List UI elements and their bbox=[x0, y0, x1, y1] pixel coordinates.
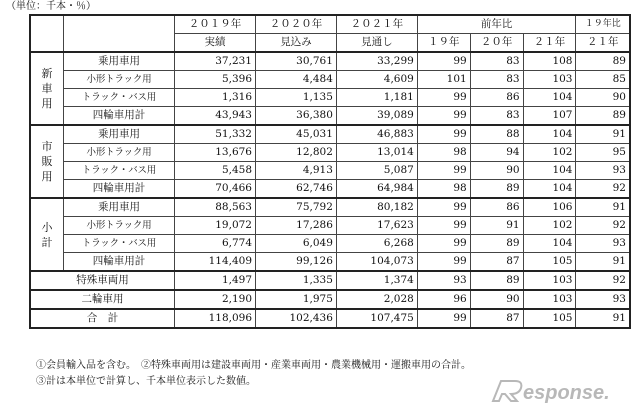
pct-vs19-21: 91 bbox=[576, 253, 630, 272]
pct-20: 87 bbox=[470, 253, 523, 272]
pct-20: 90 bbox=[470, 290, 523, 309]
pct-vs19-21: 93 bbox=[576, 162, 630, 180]
value-2019: 43,943 bbox=[175, 107, 256, 126]
table-row bbox=[30, 52, 630, 71]
pct-19: 99 bbox=[417, 162, 470, 180]
pct-20: 89 bbox=[470, 180, 523, 199]
pct-21: 104 bbox=[523, 180, 576, 199]
pct-vs19-21: 92 bbox=[576, 217, 630, 235]
pct-21: 104 bbox=[523, 235, 576, 253]
row-label: 特殊車両用 bbox=[30, 271, 175, 290]
pct-vs19-21: 89 bbox=[576, 107, 630, 126]
pct-20: 83 bbox=[470, 71, 523, 89]
value-2020: 62,746 bbox=[256, 180, 337, 199]
pct-vs19-21: 92 bbox=[576, 271, 630, 290]
value-2021: 107,475 bbox=[336, 309, 417, 328]
value-2021: 64,984 bbox=[336, 180, 417, 199]
pct-19: 99 bbox=[417, 309, 470, 328]
pct-vs19-21: 93 bbox=[576, 235, 630, 253]
pct-21: 104 bbox=[523, 125, 576, 144]
value-2019: 2,190 bbox=[175, 290, 256, 309]
pct-20: 89 bbox=[470, 235, 523, 253]
value-2021: 13,014 bbox=[336, 144, 417, 162]
value-2020: 4,913 bbox=[256, 162, 337, 180]
table-row bbox=[30, 271, 630, 290]
row-label: 乗用車用 bbox=[63, 52, 174, 71]
header-pct-21: ２１年 bbox=[523, 34, 576, 53]
group-label-char: 車 bbox=[41, 82, 53, 95]
group-label-0 bbox=[30, 52, 63, 125]
group-label-2 bbox=[30, 198, 63, 271]
table-row bbox=[30, 235, 630, 253]
value-2020: 36,380 bbox=[256, 107, 337, 126]
group-label-char: 市 bbox=[41, 140, 53, 153]
table-row bbox=[30, 253, 630, 272]
pct-21: 106 bbox=[523, 198, 576, 217]
pct-21: 105 bbox=[523, 309, 576, 328]
pct-21: 103 bbox=[523, 71, 576, 89]
pct-21: 105 bbox=[523, 253, 576, 272]
pct-19: 99 bbox=[417, 217, 470, 235]
value-2021: 6,268 bbox=[336, 235, 417, 253]
row-label: トラック・バス用 bbox=[63, 235, 174, 253]
pct-vs19-21: 92 bbox=[576, 180, 630, 199]
header-2019: ２０１９年 bbox=[175, 15, 256, 34]
row-label: 小形トラック用 bbox=[63, 71, 174, 89]
pct-19: 99 bbox=[417, 89, 470, 107]
pct-19: 101 bbox=[417, 71, 470, 89]
header-pct-20: ２０年 bbox=[470, 34, 523, 53]
footnote-1: ①会員輸入品を含む。 ②特殊車両用は建設車両用・産業車両用・農業機械用・運搬車用の合計。 bbox=[36, 360, 471, 371]
pct-19: 98 bbox=[417, 180, 470, 199]
value-2019: 114,409 bbox=[175, 253, 256, 272]
value-2019: 51,332 bbox=[175, 125, 256, 144]
pct-21: 104 bbox=[523, 162, 576, 180]
pct-vs19-21: 95 bbox=[576, 144, 630, 162]
pct-20: 87 bbox=[470, 309, 523, 328]
row-label: 四輪車用計 bbox=[63, 253, 174, 272]
pct-vs19-21: 91 bbox=[576, 198, 630, 217]
row-label: 二輪車用 bbox=[30, 290, 175, 309]
row-label: 四輪車用計 bbox=[63, 107, 174, 126]
value-2019: 1,316 bbox=[175, 89, 256, 107]
row-label: トラック・バス用 bbox=[63, 89, 174, 107]
pct-19: 93 bbox=[417, 271, 470, 290]
value-2020: 1,335 bbox=[256, 271, 337, 290]
value-2021: 2,028 bbox=[336, 290, 417, 309]
value-2021: 4,609 bbox=[336, 71, 417, 89]
pct-21: 102 bbox=[523, 144, 576, 162]
header-actual: 実績 bbox=[175, 34, 256, 53]
pct-20: 83 bbox=[470, 52, 523, 71]
pct-21: 103 bbox=[523, 271, 576, 290]
table-row bbox=[30, 180, 630, 199]
header-pct-19: １９年 bbox=[417, 34, 470, 53]
header-corner bbox=[30, 15, 63, 52]
value-2020: 99,126 bbox=[256, 253, 337, 272]
unit-label: （単位：千本・％） bbox=[6, 1, 96, 12]
pct-19: 98 bbox=[417, 144, 470, 162]
group-label-char: 販 bbox=[41, 155, 53, 168]
row-label: 乗用車用 bbox=[63, 198, 174, 217]
value-2020: 12,802 bbox=[256, 144, 337, 162]
pct-21: 103 bbox=[523, 290, 576, 309]
tire-demand-table bbox=[29, 14, 631, 329]
value-2019: 88,563 bbox=[175, 198, 256, 217]
value-2019: 37,231 bbox=[175, 52, 256, 71]
table-row bbox=[30, 71, 630, 89]
pct-19: 99 bbox=[417, 253, 470, 272]
response-logo-text: esponse. bbox=[523, 382, 610, 404]
pct-19: 99 bbox=[417, 235, 470, 253]
header-category bbox=[63, 15, 174, 52]
pct-19: 99 bbox=[417, 107, 470, 126]
value-2020: 6,049 bbox=[256, 235, 337, 253]
table-row bbox=[30, 290, 630, 309]
value-2019: 70,466 bbox=[175, 180, 256, 199]
pct-21: 104 bbox=[523, 89, 576, 107]
row-label: トラック・バス用 bbox=[63, 162, 174, 180]
value-2019: 19,072 bbox=[175, 217, 256, 235]
header-vs19: １９年比 bbox=[576, 15, 630, 34]
value-2019: 5,396 bbox=[175, 71, 256, 89]
value-2020: 17,286 bbox=[256, 217, 337, 235]
table-row bbox=[30, 162, 630, 180]
value-2021: 46,883 bbox=[336, 125, 417, 144]
header-2021: ２０２１年 bbox=[336, 15, 417, 34]
pct-19: 99 bbox=[417, 125, 470, 144]
value-2019: 118,096 bbox=[175, 309, 256, 328]
header-outlook: 見通し bbox=[336, 34, 417, 53]
pct-19: 99 bbox=[417, 198, 470, 217]
response-logo bbox=[487, 375, 637, 405]
value-2021: 1,181 bbox=[336, 89, 417, 107]
total-row bbox=[30, 309, 630, 328]
value-2021: 104,073 bbox=[336, 253, 417, 272]
value-2021: 80,182 bbox=[336, 198, 417, 217]
header-row-1 bbox=[30, 15, 630, 34]
value-2021: 1,374 bbox=[336, 271, 417, 290]
header-pct-vs19-21: ２１年 bbox=[576, 34, 630, 53]
table-row bbox=[30, 144, 630, 162]
value-2021: 39,089 bbox=[336, 107, 417, 126]
pct-20: 91 bbox=[470, 217, 523, 235]
group-label-char: 用 bbox=[41, 97, 53, 110]
table-row bbox=[30, 217, 630, 235]
table-body bbox=[30, 52, 630, 328]
value-2019: 13,676 bbox=[175, 144, 256, 162]
value-2019: 5,458 bbox=[175, 162, 256, 180]
table-row bbox=[30, 125, 630, 144]
pct-19: 99 bbox=[417, 52, 470, 71]
pct-20: 83 bbox=[470, 107, 523, 126]
pct-20: 89 bbox=[470, 271, 523, 290]
value-2021: 5,087 bbox=[336, 162, 417, 180]
group-label-char: 用 bbox=[41, 170, 53, 183]
pct-vs19-21: 90 bbox=[576, 89, 630, 107]
pct-vs19-21: 85 bbox=[576, 71, 630, 89]
pct-20: 94 bbox=[470, 144, 523, 162]
header-yoy: 前年比 bbox=[417, 15, 576, 34]
row-label: 小形トラック用 bbox=[63, 217, 174, 235]
row-label: 乗用車用 bbox=[63, 125, 174, 144]
footnote-2: ③計は本単位で計算し、千本単位表示した数値。 bbox=[36, 376, 256, 387]
value-2019: 6,774 bbox=[175, 235, 256, 253]
pct-21: 107 bbox=[523, 107, 576, 126]
value-2020: 30,761 bbox=[256, 52, 337, 71]
value-2019: 1,497 bbox=[175, 271, 256, 290]
table-row bbox=[30, 198, 630, 217]
group-label-1 bbox=[30, 125, 63, 198]
group-label-char: 小 bbox=[41, 220, 53, 234]
pct-20: 86 bbox=[470, 89, 523, 107]
value-2020: 1,135 bbox=[256, 89, 337, 107]
pct-19: 96 bbox=[417, 290, 470, 309]
table-row bbox=[30, 107, 630, 126]
pct-20: 86 bbox=[470, 198, 523, 217]
pct-21: 108 bbox=[523, 52, 576, 71]
pct-vs19-21: 89 bbox=[576, 52, 630, 71]
response-logo-r-mark bbox=[493, 381, 521, 401]
pct-20: 88 bbox=[470, 125, 523, 144]
table-row bbox=[30, 89, 630, 107]
value-2021: 33,299 bbox=[336, 52, 417, 71]
value-2020: 4,484 bbox=[256, 71, 337, 89]
header-2020: ２０２０年 bbox=[256, 15, 337, 34]
header-estimate: 見込み bbox=[256, 34, 337, 53]
pct-vs19-21: 93 bbox=[576, 290, 630, 309]
pct-vs19-21: 91 bbox=[576, 125, 630, 144]
pct-20: 90 bbox=[470, 162, 523, 180]
value-2020: 102,436 bbox=[256, 309, 337, 328]
value-2020: 45,031 bbox=[256, 125, 337, 144]
footnotes bbox=[36, 358, 471, 390]
pct-vs19-21: 91 bbox=[576, 309, 630, 328]
group-label-char: 新 bbox=[41, 67, 53, 80]
value-2020: 75,792 bbox=[256, 198, 337, 217]
pct-21: 102 bbox=[523, 217, 576, 235]
value-2021: 17,623 bbox=[336, 217, 417, 235]
row-label: 小形トラック用 bbox=[63, 144, 174, 162]
total-label: 合 計 bbox=[30, 309, 175, 328]
value-2020: 1,975 bbox=[256, 290, 337, 309]
row-label: 四輪車用計 bbox=[63, 180, 174, 199]
group-label-char: 計 bbox=[41, 235, 53, 249]
